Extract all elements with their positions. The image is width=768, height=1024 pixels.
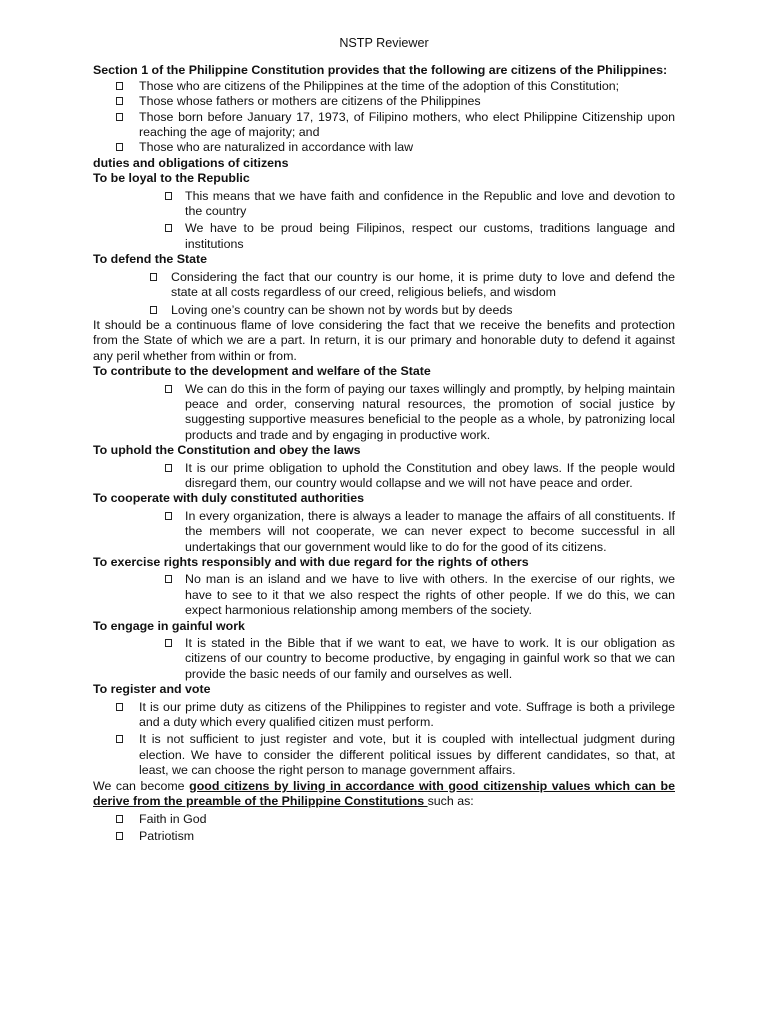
list-item: No man is an island and we have to live with others. In the exercise of our rights, we have to see to it that we also respect the rights of other people. If we do this, we can expect harmonious relationship among members of the society. [93, 572, 675, 618]
checkbox-bullet-icon [116, 815, 123, 823]
checkbox-bullet-icon [150, 306, 157, 314]
closing-emphasis: good citizens by living in accordance with good citizenship values which can be derive from the preamble of the Philippine Constitutions [93, 778, 675, 809]
list-item: Considering the fact that our country is our home, it is prime duty to love and defend the state at all costs regardless of our creed, religious beliefs, and wisdom [93, 270, 675, 301]
closing-paragraph: We can become good citizens by living in accordance with good citizenship values which can be derive from the preamble of the Philippine Constitutions such as: [93, 778, 675, 809]
intro-heading: Section 1 of the Philippine Constitution provides that the following are citizens of the Philippines: [93, 63, 668, 78]
list-item: This means that we have faith and confidence in the Republic and love and devotion to the country [93, 189, 675, 220]
list-item: Patriotism [93, 829, 675, 844]
document-page [93, 36, 675, 844]
checkbox-bullet-icon [165, 575, 172, 583]
checkbox-bullet-icon [116, 82, 123, 90]
checkbox-bullet-icon [116, 703, 123, 711]
list-item: Those who are citizens of the Philippines at the time of the adoption of this Constitution; [93, 79, 675, 94]
section-heading-contribute: To contribute to the development and welfare of the State [93, 364, 431, 379]
list-item: We can do this in the form of paying our taxes willingly and promptly, by helping maintain peace and order, conserving natural resources, the promotion of social justice by suggesting supportive measures beneficial to the people as a whole, by patronizing local products and trade and by engaging in productive work. [93, 382, 675, 444]
checkbox-bullet-icon [165, 512, 172, 520]
checkbox-bullet-icon [116, 832, 123, 840]
checkbox-bullet-icon [165, 639, 172, 647]
list-item: Those born before January 17, 1973, of Filipino mothers, who elect Philippine Citizenship upon reaching the age of majority; and [93, 110, 675, 141]
section-heading-loyal: To be loyal to the Republic [93, 171, 250, 186]
section-heading-cooperate: To cooperate with duly constituted authorities [93, 491, 365, 506]
checkbox-bullet-icon [116, 113, 123, 121]
list-item: It is our prime obligation to uphold the Constitution and obey laws. If the people would disregard them, our country would collapse and we will not have peace and order. [93, 461, 675, 492]
list-item: We have to be proud being Filipinos, respect our customs, traditions language and institutions [93, 221, 675, 252]
checkbox-bullet-icon [165, 224, 172, 232]
section-heading-gainful: To engage in gainful work [93, 618, 245, 633]
checkbox-bullet-icon [116, 143, 123, 151]
section-heading-defend: To defend the State [93, 252, 208, 267]
list-item: It is our prime duty as citizens of the Philippines to register and vote. Suffrage is both a privilege and a duty which every qualified citizen must perform. [93, 700, 675, 731]
duties-heading: duties and obligations of citizens [93, 155, 289, 170]
section-heading-exercise: To exercise rights responsibly and with due regard for the rights of others [93, 555, 529, 569]
checkbox-bullet-icon [116, 97, 123, 105]
checkbox-bullet-icon [150, 273, 157, 281]
list-item: It is not sufficient to just register and vote, but it is coupled with intellectual judgment during election. We have to consider the different political issues by different candidates, so that, at least, we can choose the right person to manage government affairs. [93, 732, 675, 778]
list-item: Faith in God [93, 812, 675, 827]
checkbox-bullet-icon [165, 385, 172, 393]
checkbox-bullet-icon [165, 192, 172, 200]
checkbox-bullet-icon [165, 464, 172, 472]
list-item: Loving one’s country can be shown not by words but by deeds [93, 303, 675, 318]
checkbox-bullet-icon [116, 735, 123, 743]
list-item: In every organization, there is always a leader to manage the affairs of all constituents. If the members will not cooperate, we can never expect to become successful in all undertakings that our government would like to do for the good of its citizens. [93, 509, 675, 555]
list-item: Those whose fathers or mothers are citizens of the Philippines [93, 94, 675, 109]
section-heading-vote: To register and vote [93, 682, 211, 697]
page-title: NSTP Reviewer [339, 36, 429, 50]
defend-paragraph: It should be a continuous flame of love considering the fact that we receive the benefits and protection from the State of which we are a part. In return, it is our primary and honorable duty to defend it against any peril whether from within or from. [93, 317, 675, 363]
list-item: It is stated in the Bible that if we want to eat, we have to work. It is our obligation as citizens of our country to become productive, by engaging in gainful work so that we can provide the basic needs of our family and ourselves as well. [93, 636, 675, 682]
section-heading-uphold: To uphold the Constitution and obey the laws [93, 443, 361, 458]
list-item: Those who are naturalized in accordance with law [93, 140, 675, 155]
